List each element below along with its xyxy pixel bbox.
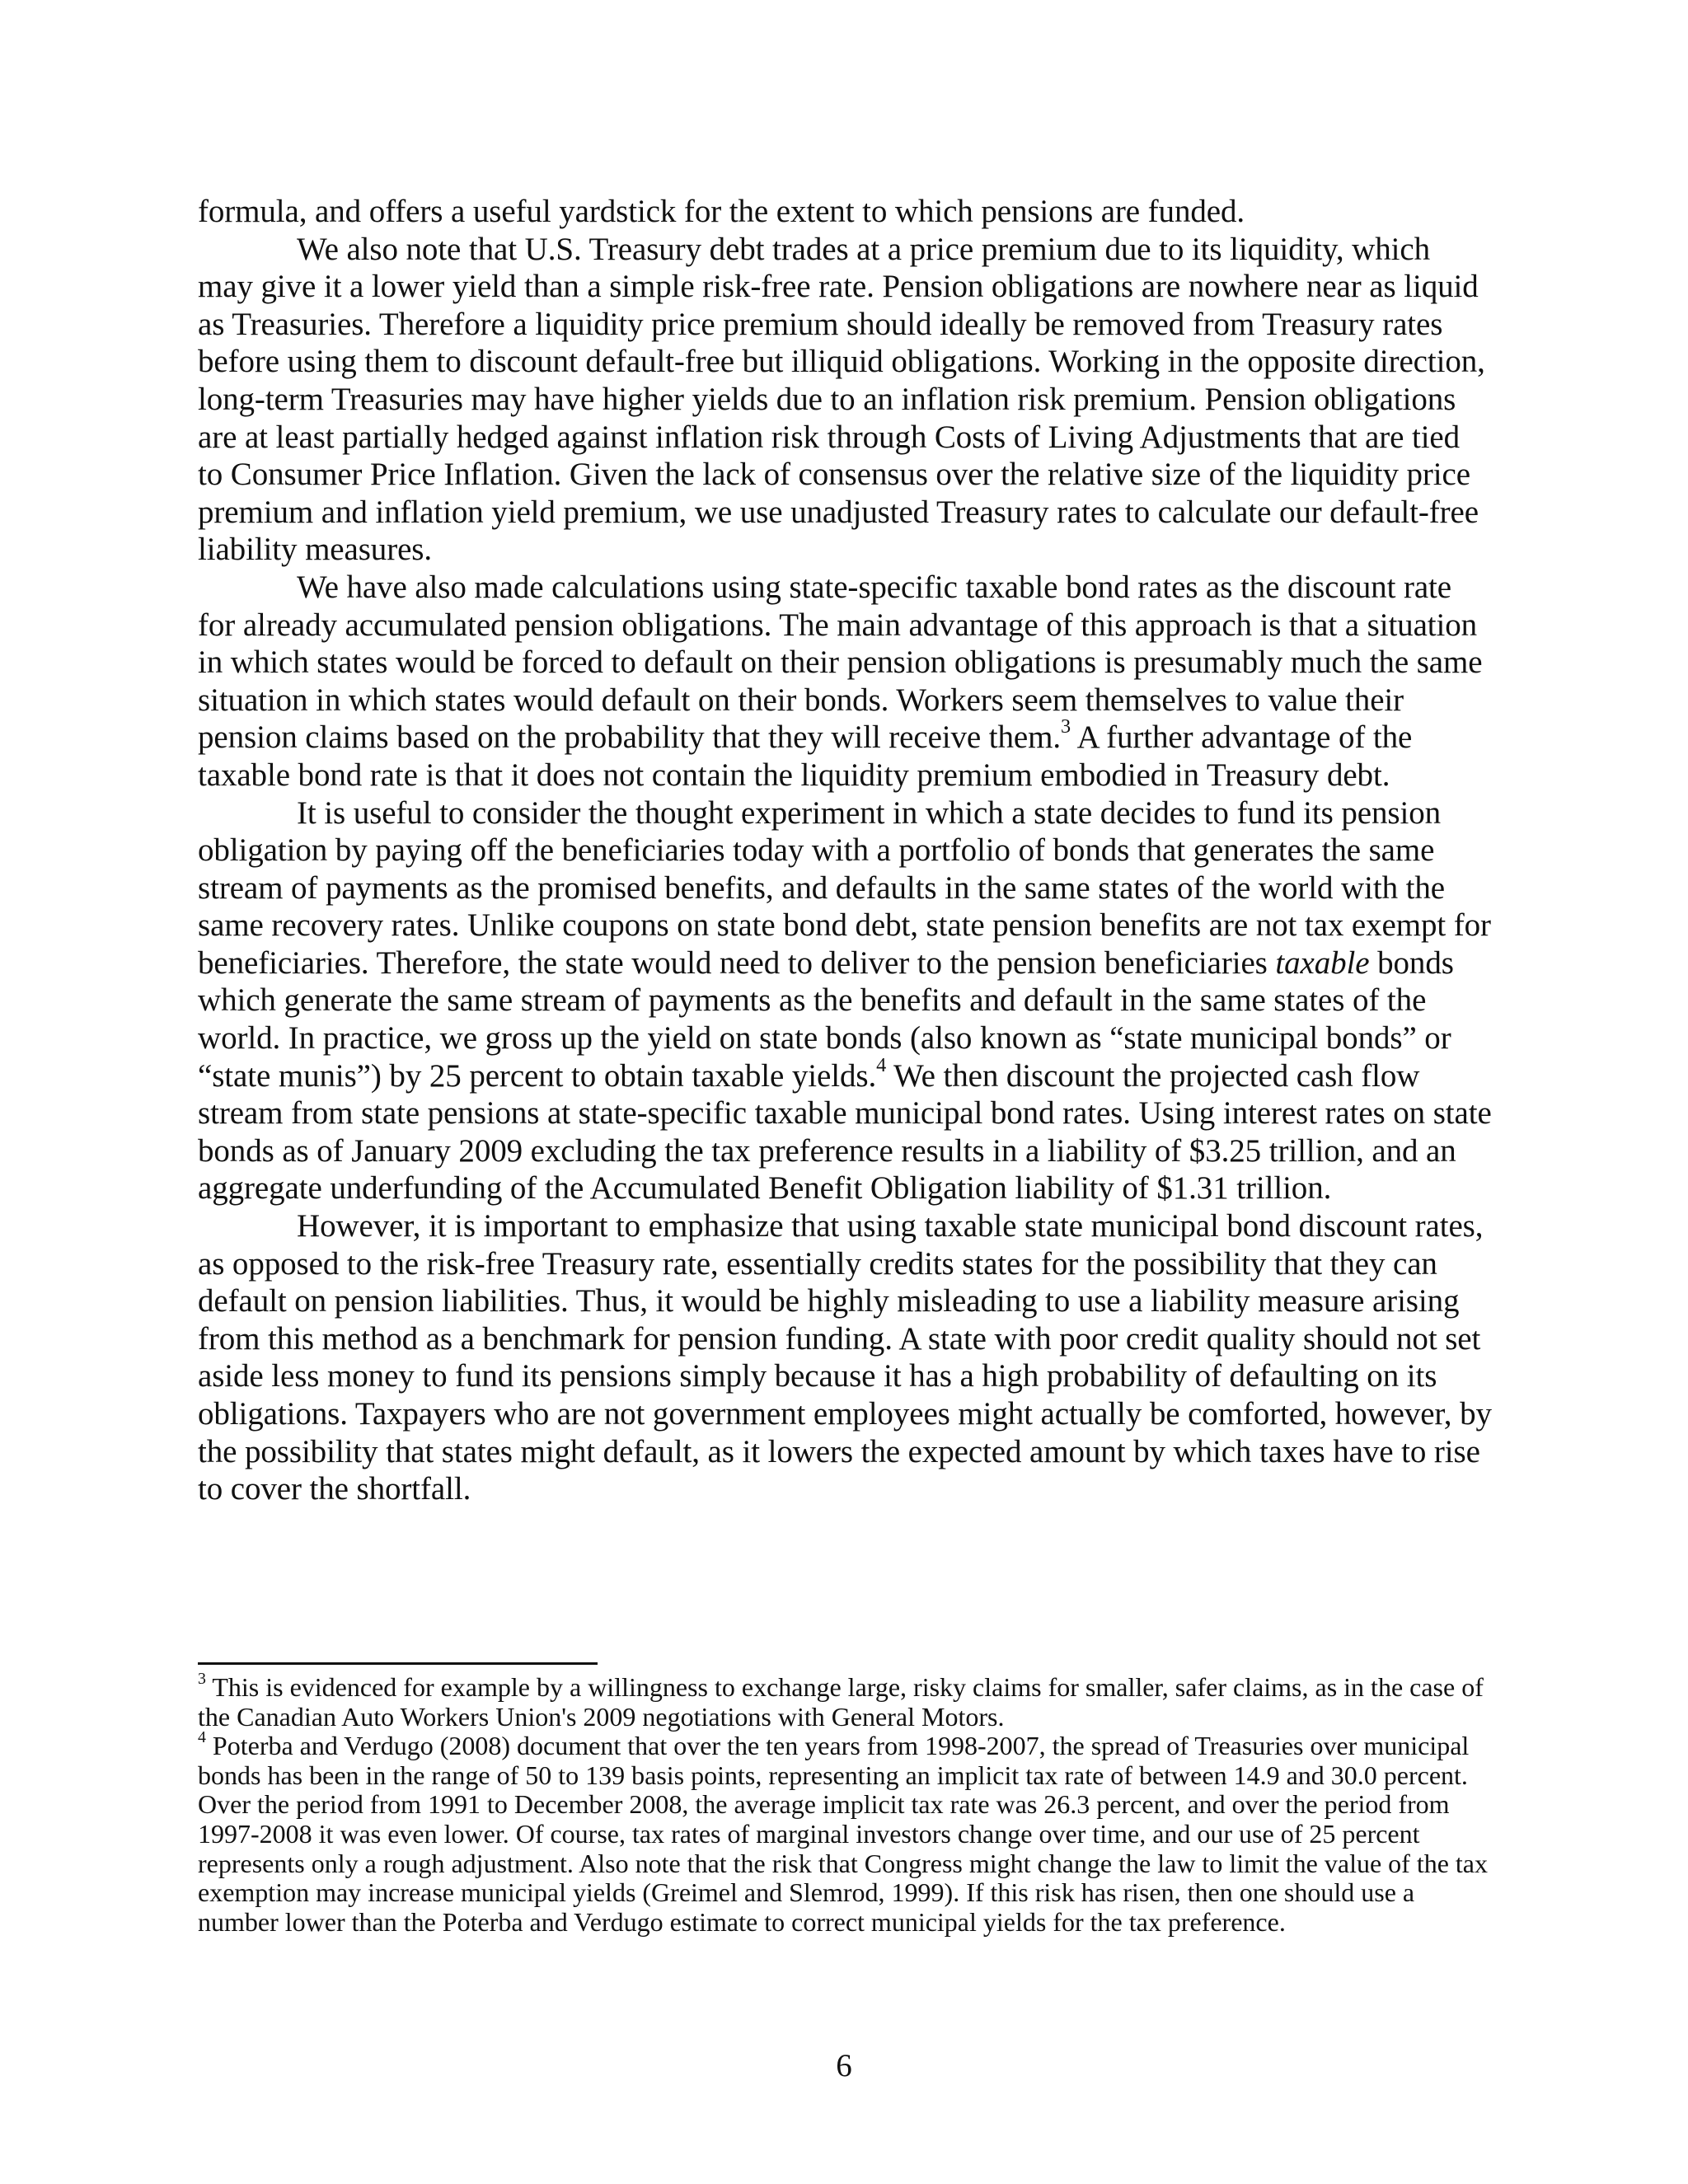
footnotes	[198, 1670, 1492, 1937]
footnote-text: This is evidenced for example by a willingness to exchange large, risky claims for smaller, safer claims, as in the case of the Canadian Auto Workers Union's 2009 negotiations with General Motors.	[198, 1672, 1484, 1732]
footnote-ref-3[interactable]: 3	[1061, 715, 1071, 738]
paragraph-text: bonds which generate the same stream of payments as the benefits and default in the same states of the world. In practice, we gross up the yield on state bonds (also known as “state municipal bonds” or “state munis”) by 25 percent to obtain taxable yields.	[198, 944, 1454, 1094]
paragraph-thought-experiment	[198, 794, 1492, 1208]
footnote-4	[198, 1728, 1492, 1937]
footnote-ref-4[interactable]: 4	[876, 1053, 887, 1076]
footnote-mark: 4	[198, 1728, 206, 1747]
paragraph-treasury-liquidity: We also note that U.S. Treasury debt trades at a price premium due to its liquidity, which may give it a lower yield than a simple risk-free rate. Pension obligations are nowhere near as liquid as Treasuries. Therefore a liquidity price premium should ideally be removed from Treasury rates before using them to discount default-free but illiquid obligations. Working in the opposite direction, long-term Treasuries may have higher yields due to an inflation risk premium. Pension obligations are at least partially hedged against inflation risk through Costs of Living Adjustments that are tied to Consumer Price Inflation. Given the lack of consensus over the relative size of the liquidity price premium and inflation yield premium, we use unadjusted Treasury rates to calculate our default-free liability measures.	[198, 231, 1485, 568]
paragraph-taxable-bond-rates	[198, 569, 1492, 794]
page-number: 6	[836, 2048, 852, 2083]
paragraph-continuation: formula, and offers a useful yardstick for the extent to which pensions are funded.	[198, 194, 1245, 229]
footnote-divider	[198, 1662, 598, 1665]
document-page	[198, 193, 1492, 1508]
footnote-text: Poterba and Verdugo (2008) document that over the ten years from 1998-2007, the spread of Treasuries over municipal bonds has been in the range of 50 to 139 basis points, representing an implicit tax rate of between 14.9 and 30.0 percent. Over the period from 1991 to December 2008, the average implicit tax rate was 26.3 percent, and over the period from 1997-2008 it was even lower. Of course, tax rates of marginal investors change over time, and our use of 25 percent represents only a rough adjustment. Also note that the risk that Congress might change the law to limit the value of the tax exemption may increase municipal yields (Greimel and Slemrod, 1999). If this risk has risen, then one should use a number lower than the Poterba and Verdugo estimate to correct municipal yields for the tax preference.	[198, 1731, 1488, 1937]
footnote-3	[198, 1670, 1492, 1732]
paragraph-text: A further advantage of the taxable bond rate is that it does not contain the liquidity premium embodied in Treasury debt.	[198, 719, 1413, 793]
paragraph-text: We then discount the projected cash flow stream from state pensions at state-specific taxable municipal bond rates. Using interest rates on state bonds as of January 2009 excluding the tax preference results in a liability of $3.25 trillion, and an aggregate underfunding of the Accumulated Benefit Obligation liability of $1.31 trillion.	[198, 1057, 1492, 1207]
paragraph-text: It is useful to consider the thought experiment in which a state decides to fund its pension obligation by paying off the beneficiaries today with a portfolio of bonds that generates the same stream of payments as the promised benefits, and defaults in the same states of the world with the same recovery rates. Unlike coupons on state bond debt, state pension benefits are not tax exempt for beneficiaries. Therefore, the state would need to deliver to the pension beneficiaries	[198, 794, 1491, 981]
paragraph-text: We have also made calculations using state-specific taxable bond rates as the discount rate for already accumulated pension obligations. The main advantage of this approach is that a situation in which states would be forced to default on their pension obligations is presumably much the same situation in which states would default on their bonds. Workers seem themselves to value their pension claims based on the probability that they will receive them.	[198, 569, 1483, 756]
emphasis-taxable: taxable	[1275, 944, 1370, 981]
footnote-mark: 3	[198, 1670, 206, 1689]
paragraph-emphasis-caveat: However, it is important to emphasize that using taxable state municipal bond discount rates, as opposed to the risk-free Treasury rate, essentially credits states for the possibility that they can default on pension liabilities. Thus, it would be highly misleading to use a liability measure arising from this method as a benchmark for pension funding. A state with poor credit quality should not set aside less money to fund its pensions simply because it has a high probability of defaulting on its obligations. Taxpayers who are not government employees might actually be comforted, however, by the possibility that states might default, as it lowers the expected amount by which taxes have to rise to cover the shortfall.	[198, 1208, 1492, 1507]
body-text	[198, 193, 1492, 1508]
